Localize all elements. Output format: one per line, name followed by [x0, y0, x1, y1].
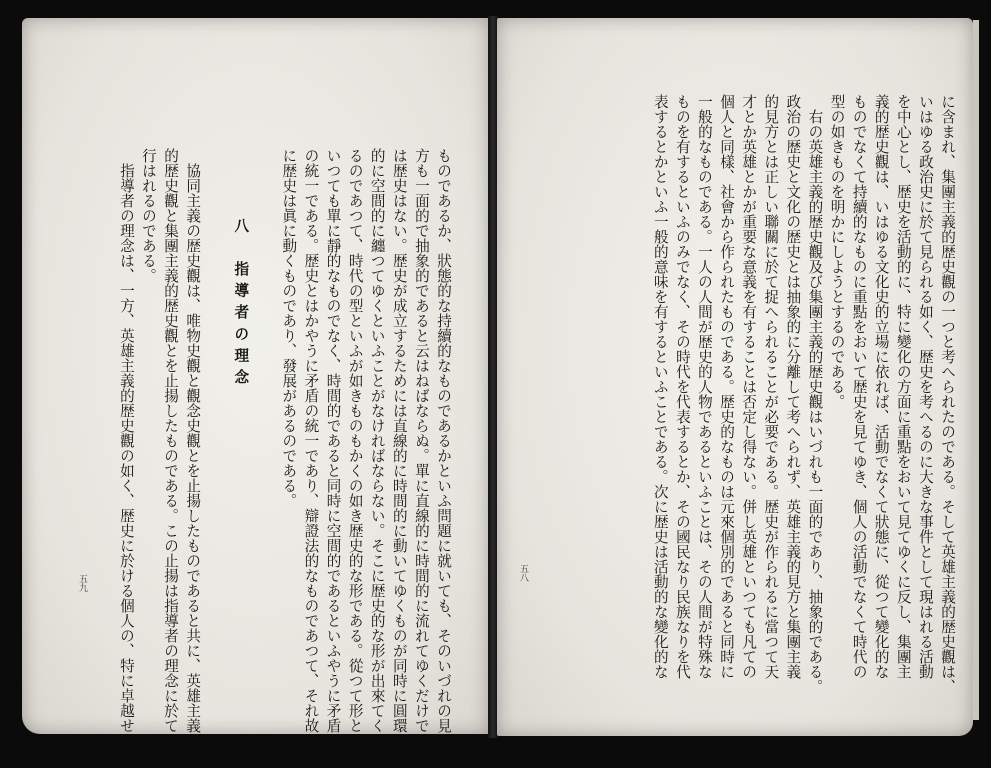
right-page-body: [649, 94, 958, 694]
text-column: 才とか英雄とかが重要な意義を有することは否定し得ない。併し英雄といつても凡ての: [740, 94, 758, 679]
text-column: 行はれるのである。: [139, 148, 157, 283]
text-column: 方も一面的で抽象的であると云はねばならぬ。單に直線的に時間的に流れてゆくだけで: [412, 148, 430, 733]
text-column: ものを有するといふのみでなく、その時代を代表するとか、その國民なり民族なりを代: [673, 94, 691, 679]
text-column: に歴史は眞に動くものであり、發展があるのである。: [280, 148, 298, 508]
text-column: の統一である。歴史とはかやうに矛盾の統一であり、辯證法的なものであつて、それ故: [302, 148, 320, 733]
text-column: 的見方とは正しい聯關に於て捉へられることが必要である。歴史が作られるに當つて天: [762, 94, 780, 679]
text-column: を中心とし、歴史を活動的に、特に變化の方面に重點をおいて見てゆくに反し、集團主: [894, 94, 912, 679]
text-column: は歴史はない。歴史が成立するためには直線的に時間的に動いてゆくものが同時に圓環: [390, 148, 408, 733]
text-column: ものであるか、狀態的な持續的なものであるかといふ問題に就いても、そのいづれの見: [435, 148, 452, 733]
text-column: 政治の歴史と文化の歴史とは抽象的に分離して考へられず、英雄主義的見方と集團主義: [784, 94, 802, 679]
text-column: いつても單に靜的なものでなく、時間的であると同時に空間的であるといふやうに矛盾: [324, 148, 342, 733]
text-column: 指導者の理念は、一方、英雄主義的歴史觀の如く、歴史に於ける個人の、特に卓越せ: [117, 148, 135, 733]
left-page-body: [115, 148, 454, 733]
text-column: 表するとかといふ一般的意味を有するといふことである。次に歴史は活動的な變化的な: [651, 94, 669, 679]
text-column: 的歴史觀と集團主義的歴史觀とを止揚したものである。この止揚は指導者の理念に於て: [162, 148, 180, 733]
text-column: 的に空間的に纏つてゆくといふことがなければならない。そこに歴史的な形が出來てく: [368, 148, 386, 733]
text-column: ものでなくて持續的なものに重點をおいて歴史を見てゆき、個人の活動でなくて時代の: [850, 94, 868, 679]
text-column: 義的歴史觀は、いはゆる文化史的立場に依れば、活動でなくて狀態に、從つて變化的な: [872, 94, 890, 679]
text-column: いはゆる政治史に於て見られる如く、歴史を考へるのに大きな事件として現はれる活動: [916, 94, 934, 679]
right-page: [497, 18, 973, 736]
text-column: に含まれ、集團主義的歴史觀の一つと考へられたのである。そして英雄主義的歴史觀は、: [939, 94, 956, 694]
text-column: 型の如きものを明かにしようとするのである。: [828, 94, 846, 409]
text-column: 右の英雄主義的歴史觀及び集團主義的歴史觀はいづれも一面的であり、抽象的である。: [806, 94, 824, 694]
section-heading: 八 指導者の理念: [232, 218, 250, 391]
text-column: 個人と同樣、社會から作られたものである。歴史的なものは元來個別的であると同時に: [718, 94, 736, 679]
text-column: 協同主義の歴史觀は、唯物史觀と觀念史觀とを止揚したものであると共に、英雄主義: [184, 148, 202, 733]
left-page: [22, 18, 489, 734]
text-column: るのであつて、時代の型といふが如きものもかくの如き歴史的な形である。從つて形と: [346, 148, 364, 733]
page-number: 五九: [77, 574, 87, 592]
page-edge: [973, 20, 979, 720]
page-number: 五八: [518, 564, 528, 582]
text-column: 一般的なものである。一人の人間が歴史的人物であるといふことは、その人間が特殊な: [695, 94, 713, 679]
